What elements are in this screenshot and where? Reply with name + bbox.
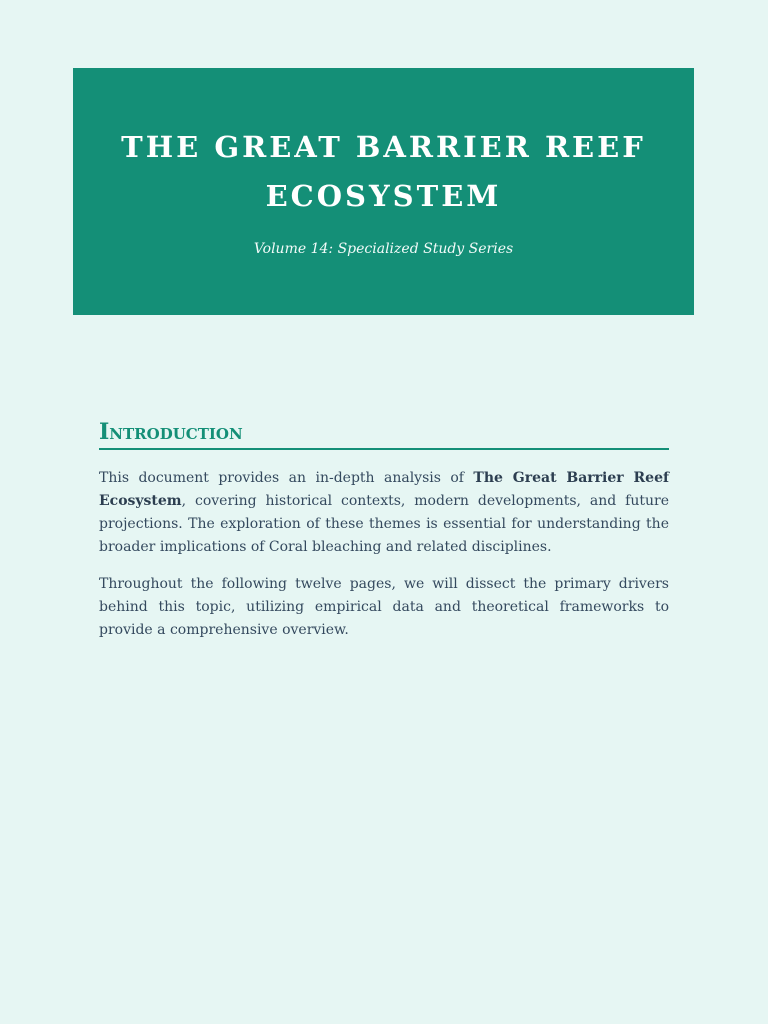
intro-paragraph-1	[99, 467, 669, 559]
section-heading-introduction: Introduction	[99, 418, 669, 450]
intro-paragraph-2: Throughout the following twelve pages, we will dissect the primary drivers behind this topic, utilizing empirical data and theoretical frameworks to provide a comprehensive overview.	[99, 576, 669, 638]
document-subtitle: Volume 14: Specialized Study Series	[253, 241, 514, 257]
intro-paragraph-1-lead: This document provides an in-depth analysis of	[99, 470, 474, 486]
introduction-section	[99, 418, 669, 642]
document-title: THE GREAT BARRIER REEF ECOSYSTEM	[121, 130, 646, 213]
intro-paragraph-1-emphasis: The Great Barrier Reef Ecosystem	[99, 470, 669, 509]
intro-paragraph-1-rest: , covering historical contexts, modern developments, and future projections. The exploration of these themes is essential for understanding the broader implications of Coral bleaching and related disciplines.	[99, 493, 669, 555]
title-banner	[73, 68, 694, 315]
